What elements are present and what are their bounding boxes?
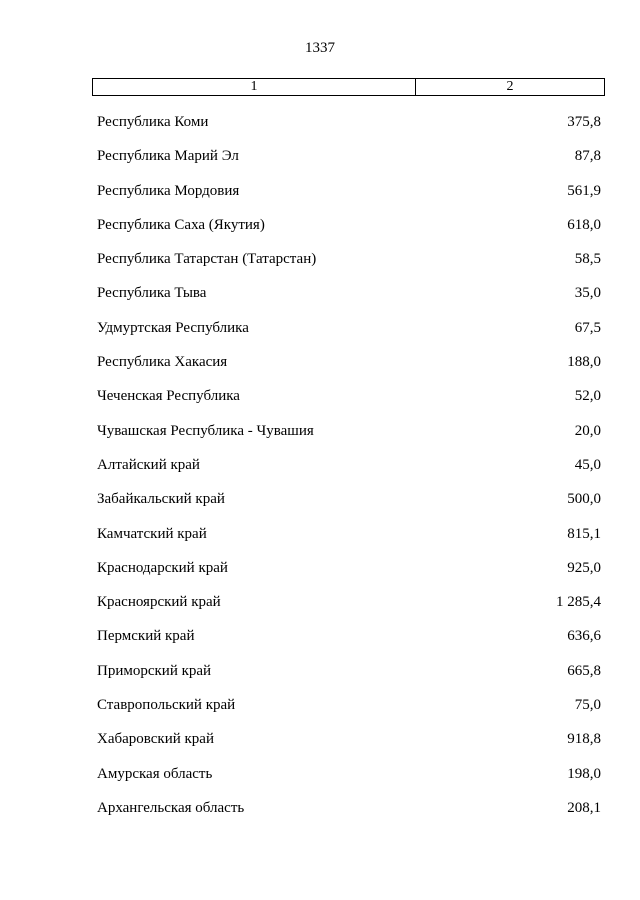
region-value: 665,8 <box>567 662 601 679</box>
page-number: 1337 <box>305 40 335 56</box>
column-header-1: 1 <box>93 79 416 95</box>
region-name: Республика Мордовия <box>97 182 240 199</box>
table-row <box>97 353 601 387</box>
region-name: Хабаровский край <box>97 731 214 748</box>
region-value: 58,5 <box>574 251 601 268</box>
region-name: Республика Хакасия <box>97 354 228 371</box>
region-value: 1 285,4 <box>556 594 601 611</box>
table-row <box>97 147 601 181</box>
region-value: 87,8 <box>574 148 601 165</box>
region-name: Удмуртская Республика <box>97 319 249 336</box>
region-value: 208,1 <box>567 799 601 816</box>
region-name: Красноярский край <box>97 594 221 611</box>
table-row <box>97 696 601 730</box>
table-row <box>97 593 601 627</box>
table-row <box>97 490 601 524</box>
region-name: Республика Саха (Якутия) <box>97 216 265 233</box>
region-name: Чеченская Республика <box>97 388 240 405</box>
table-row <box>97 319 601 353</box>
region-name: Республика Марий Эл <box>97 148 239 165</box>
region-name: Приморский край <box>97 662 212 679</box>
region-value: 500,0 <box>567 491 601 508</box>
region-name: Краснодарский край <box>97 559 228 576</box>
region-value: 67,5 <box>574 319 601 336</box>
table-row <box>97 250 601 284</box>
table-row <box>97 422 601 456</box>
region-value: 45,0 <box>574 456 601 473</box>
table-row <box>97 216 601 250</box>
region-value: 35,0 <box>574 285 601 302</box>
table-row <box>97 559 601 593</box>
table-row <box>97 765 601 799</box>
region-name: Республика Тыва <box>97 285 207 302</box>
table-row <box>97 182 601 216</box>
table-body <box>97 113 601 833</box>
region-value: 75,0 <box>574 697 601 714</box>
region-name: Чувашская Республика - Чувашия <box>97 422 314 439</box>
region-value: 20,0 <box>574 422 601 439</box>
table-row <box>97 799 601 833</box>
table-row <box>97 284 601 318</box>
region-name: Республика Татарстан (Татарстан) <box>97 251 317 268</box>
table-header <box>92 78 605 96</box>
region-value: 618,0 <box>567 216 601 233</box>
table-row <box>97 627 601 661</box>
region-name: Ставропольский край <box>97 697 236 714</box>
region-name: Архангельская область <box>97 799 245 816</box>
region-name: Забайкальский край <box>97 491 225 508</box>
region-value: 925,0 <box>567 559 601 576</box>
region-value: 375,8 <box>567 114 601 130</box>
region-value: 815,1 <box>567 525 601 542</box>
table-row <box>97 525 601 559</box>
region-value: 52,0 <box>574 388 601 405</box>
region-name: Алтайский край <box>97 456 200 473</box>
region-name: Республика Коми <box>97 114 209 130</box>
region-value: 188,0 <box>567 354 601 371</box>
region-value: 918,8 <box>567 731 601 748</box>
region-name: Пермский край <box>97 628 195 645</box>
table-row <box>97 113 601 147</box>
table-row <box>97 387 601 421</box>
column-header-2: 2 <box>506 79 514 94</box>
region-name: Амурская область <box>97 765 213 782</box>
region-value: 561,9 <box>567 182 601 199</box>
region-value: 636,6 <box>567 628 601 645</box>
table-row <box>97 730 601 764</box>
region-name: Камчатский край <box>97 525 207 542</box>
region-value: 198,0 <box>567 765 601 782</box>
table-row <box>97 662 601 696</box>
table-row <box>97 456 601 490</box>
